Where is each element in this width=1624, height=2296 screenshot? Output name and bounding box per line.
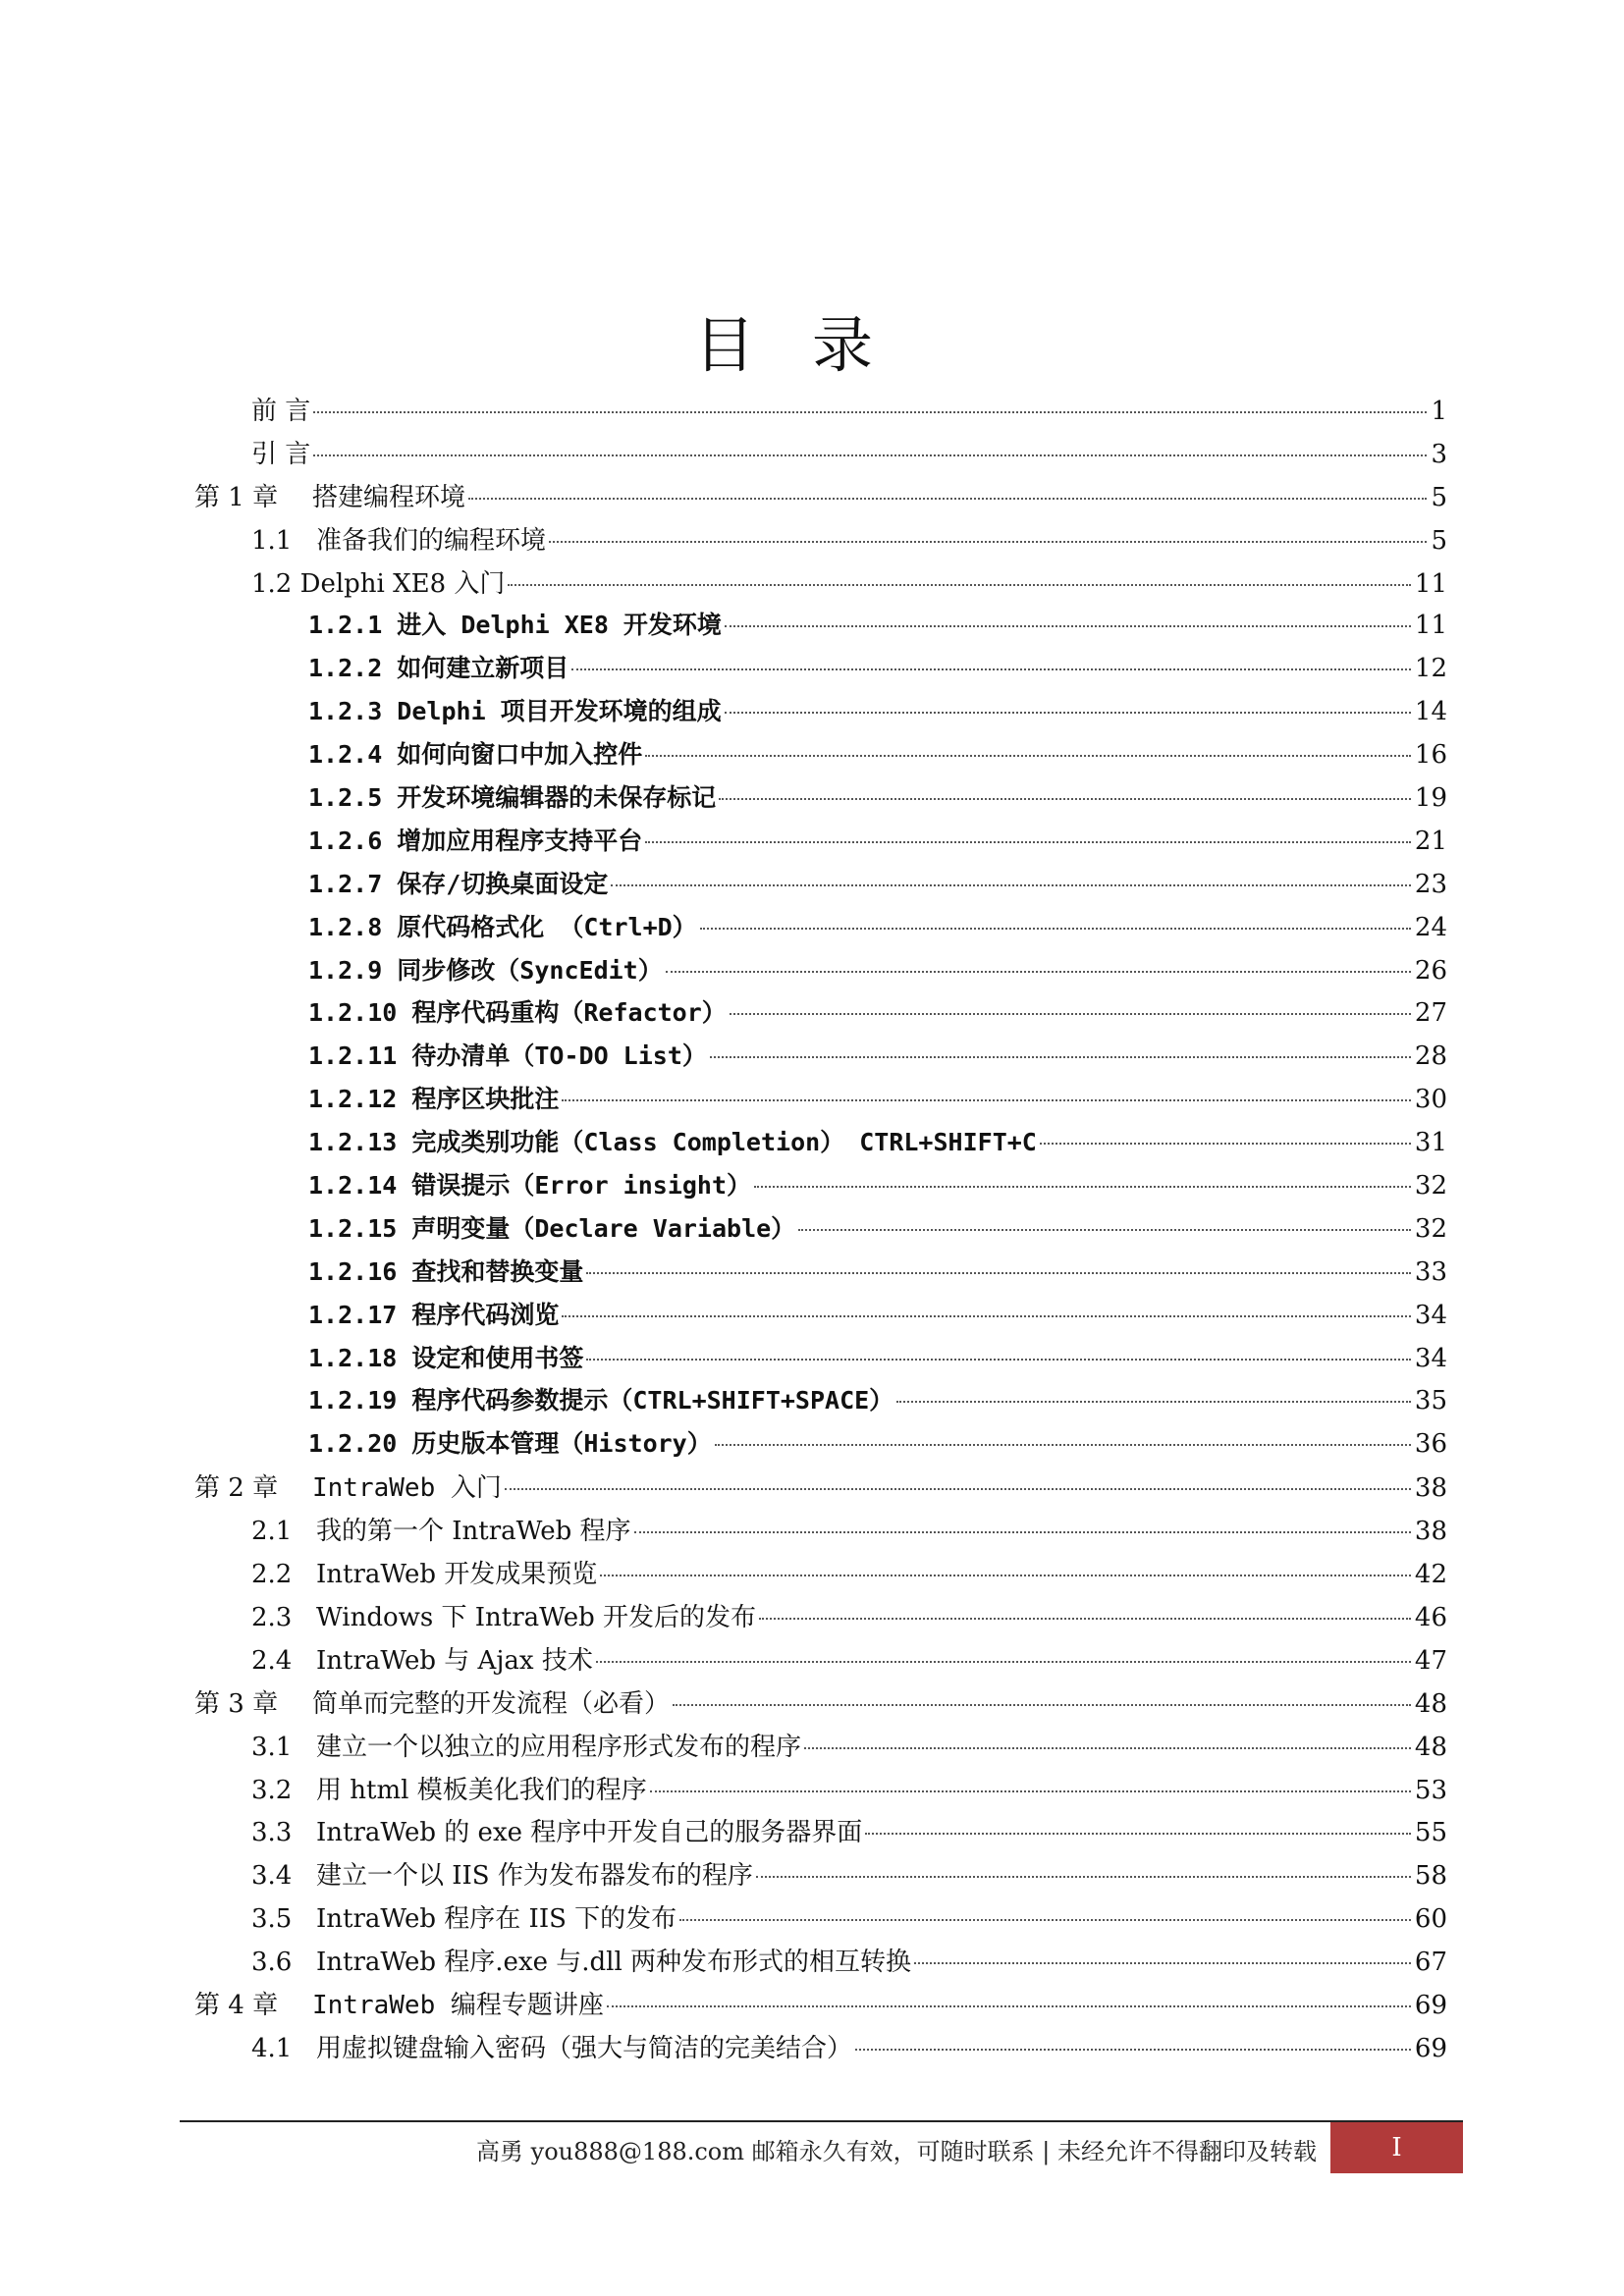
toc-entry[interactable] [194,1812,1447,1855]
toc-entry-label [308,606,722,641]
toc-entry[interactable] [194,434,1447,477]
toc-entry-page: 5 [1431,525,1447,556]
toc-entry-page: 69 [1414,1990,1447,2020]
toc-entry-label [251,1727,801,1763]
toc-entry-label [251,563,505,600]
toc-entry[interactable] [194,1209,1447,1253]
toc-entry[interactable] [194,391,1447,434]
toc-entry-page: 26 [1414,955,1447,986]
toc-entry-label [308,1339,583,1374]
footer-page-number: I [1330,2122,1463,2173]
toc-entry-number: 3.6 [251,1948,293,1978]
toc-entry-label [308,1381,893,1416]
toc-entry-number: 第 4 章 [194,1990,279,2020]
toc-entry-page: 1 [1431,397,1447,426]
dot-leader [666,971,1411,973]
dot-leader [710,1056,1411,1058]
toc-entry-label [308,865,608,900]
toc-entry-label [308,1123,1037,1158]
toc-entry-number: 3.3 [251,1818,293,1848]
toc-entry-label [251,1511,631,1547]
toc-entry-number: 3.2 [251,1775,293,1805]
toc-entry-title: 建立一个以独立的应用程序形式发布的程序 [316,1732,802,1762]
toc-entry-title: IntraWeb 与 Ajax 技术 [316,1645,593,1676]
toc-entry-title: 1.2.17 程序代码浏览 [308,1300,560,1329]
toc-entry-title: IntraWeb 编程专题讲座 [312,1990,604,2020]
toc-entry-page: 42 [1414,1560,1447,1590]
toc-entry-number: 第 2 章 [194,1473,279,1504]
toc-entry-page: 47 [1414,1645,1447,1676]
toc-entry-title: 引 言 [251,439,311,469]
toc-entry[interactable] [194,1123,1447,1166]
toc-entry-title: IntraWeb 程序.exe 与.dll 两种发布形式的相互转换 [316,1948,912,1978]
toc-entry-page: 34 [1414,1343,1447,1373]
toc-entry-label [308,1166,751,1201]
dot-leader [914,1962,1411,1964]
toc-entry[interactable] [194,1424,1447,1468]
toc-entry-number: 第 1 章 [194,482,279,512]
toc-entry-number: 1.1 [251,525,293,556]
toc-entry[interactable] [194,1381,1447,1424]
toc-entry-label [308,1080,559,1115]
toc-entry-label [308,993,727,1029]
dot-leader [650,1790,1411,1792]
toc-entry-label [308,1296,559,1331]
dot-leader [896,1401,1411,1403]
toc-entry-number: 3.5 [251,1904,293,1935]
toc-entry-page: 48 [1414,1732,1447,1762]
dot-leader [804,1747,1411,1749]
toc-entry-page: 11 [1414,568,1447,599]
toc-entry-number: 3.4 [251,1861,293,1892]
toc-entry[interactable] [194,1296,1447,1339]
toc-entry-number: 2.2 [251,1560,293,1590]
toc-entry-title: 建立一个以 IIS 作为发布器发布的程序 [316,1861,753,1892]
toc-entry[interactable] [194,520,1447,563]
toc-entry-label [308,1424,712,1460]
dot-leader [586,1359,1411,1361]
dot-leader [562,1099,1411,1101]
toc-entry-page: 53 [1414,1775,1447,1805]
dot-leader [468,498,1427,500]
dot-leader [673,1704,1411,1706]
dot-leader [730,1013,1411,1015]
toc-entry-title: 1.2.19 程序代码参数提示（CTRL+SHIFT+SPACE） [308,1386,894,1415]
toc-entry-title: IntraWeb 入门 [312,1473,502,1504]
toc-entry-number: 2.3 [251,1602,293,1632]
toc-entry-number: 3.1 [251,1732,293,1762]
toc-entry-label [251,1942,911,1978]
toc-entry-label [251,1812,862,1848]
toc-entry-title: 用虚拟键盘输入密码（强大与简洁的完美结合） [316,2033,853,2063]
toc-entry-page: 48 [1414,1688,1447,1719]
toc-entry-label [308,1209,795,1245]
toc-entry[interactable] [194,1468,1447,1511]
dot-leader [586,1272,1411,1274]
toc-entry-title: 1.2 Delphi XE8 入门 [251,568,506,599]
toc-entry-title: 1.2.4 如何向窗口中加入控件 [308,740,643,770]
toc-entry-label [251,520,546,557]
footer-divider [180,2120,1463,2122]
toc-entry-page: 19 [1414,783,1447,814]
toc-entry-label [308,1253,583,1288]
toc-entry-page: 38 [1414,1473,1447,1504]
toc-entry-label [308,822,642,857]
toc-entry-title: 1.2.20 历史版本管理（History） [308,1429,712,1459]
dot-leader [759,1618,1411,1620]
toc-entry-page: 32 [1414,1213,1447,1244]
dot-leader [645,841,1411,843]
dot-leader [798,1229,1411,1231]
toc-entry[interactable] [194,865,1447,908]
toc-entry-label [251,1640,593,1677]
toc-entry-label [251,1770,647,1806]
toc-entry[interactable] [194,1683,1447,1727]
toc-entry-page: 28 [1414,1041,1447,1072]
toc-entry-page: 36 [1414,1429,1447,1460]
dot-leader [1040,1143,1411,1145]
toc-entry-label [251,1898,677,1935]
toc-entry-label [308,778,716,814]
toc-entry-label [308,1037,707,1072]
toc-entry-page: 30 [1414,1085,1447,1115]
toc-entry-page: 11 [1414,611,1447,641]
toc-entry-title: 1.2.2 如何建立新项目 [308,654,569,683]
toc-entry[interactable] [194,1339,1447,1382]
dot-leader [679,1919,1411,1921]
toc-entry-page: 34 [1414,1300,1447,1330]
toc-entry-title: 1.2.13 完成类别功能（Class Completion） CTRL+SHIFT+C [308,1128,1037,1157]
toc-entry-title: IntraWeb 开发成果预览 [316,1560,598,1590]
toc-entry-number: 2.4 [251,1645,293,1676]
toc-entry-title: 1.2.5 开发环境编辑器的未保存标记 [308,783,717,813]
toc-entry[interactable] [194,1855,1447,1898]
dot-leader [571,668,1411,670]
toc-entry-title: 1.2.3 Delphi 项目开发环境的组成 [308,697,722,726]
toc-entry-number: 第 3 章 [194,1688,279,1719]
toc-entry[interactable] [194,822,1447,865]
toc-entry[interactable] [194,778,1447,822]
toc-entry-page: 14 [1414,697,1447,727]
toc-entry-label [308,692,722,727]
toc-entry-label [251,391,310,427]
toc-entry-label [194,1985,604,2021]
toc-entry[interactable] [194,1898,1447,1942]
toc-entry-page: 35 [1414,1386,1447,1416]
toc-entry-label [251,1554,597,1590]
toc-entry[interactable] [194,1597,1447,1640]
toc-entry-label [194,477,465,513]
toc-entry-title: 1.2.12 程序区块批注 [308,1085,560,1114]
toc-entry[interactable] [194,1727,1447,1770]
toc-entry[interactable] [194,735,1447,778]
toc-entry-title: 1.2.14 错误提示（Error insight） [308,1171,752,1201]
page-title: 目录 [693,308,930,381]
toc-entry-title: IntraWeb 程序在 IIS 下的发布 [316,1904,677,1935]
toc-entry-page: 32 [1414,1171,1447,1201]
toc-entry-page: 33 [1414,1256,1447,1287]
toc-entry-page: 60 [1414,1904,1447,1935]
toc-entry-title: 搭建编程环境 [312,482,466,512]
toc-entry-page: 67 [1414,1948,1447,1978]
toc-entry-title: Windows 下 IntraWeb 开发后的发布 [316,1602,757,1632]
dot-leader [725,625,1411,627]
toc-entry[interactable] [194,1037,1447,1080]
toc-entry-title: 1.2.11 待办清单（TO-DO List） [308,1041,707,1071]
toc-entry[interactable] [194,908,1447,951]
toc-entry[interactable] [194,2028,1447,2071]
dot-leader [607,2005,1411,2007]
dot-leader [645,755,1411,757]
toc-entry-label [194,1468,502,1504]
toc-entry-page: 12 [1414,654,1447,684]
toc-entry[interactable] [194,477,1447,520]
toc-entry-label [308,649,568,684]
dot-leader [715,1444,1411,1446]
toc-entry-title: 1.2.6 增加应用程序支持平台 [308,826,643,855]
toc-entry-label [251,434,310,470]
toc-entry-title: 1.2.1 进入 Delphi XE8 开发环境 [308,611,722,640]
toc-entry-title: 准备我们的编程环境 [316,525,547,556]
toc-entry[interactable] [194,606,1447,649]
toc-entry-page: 3 [1431,439,1447,469]
dot-leader [700,928,1411,930]
toc-entry-number: 2.1 [251,1517,293,1547]
toc-entry-label [308,735,642,771]
toc-entry[interactable] [194,563,1447,607]
dot-leader [313,411,1427,413]
toc-entry[interactable] [194,951,1447,994]
dot-leader [600,1575,1411,1576]
toc-entry-label [251,2028,852,2064]
toc-entry[interactable] [194,1554,1447,1597]
dot-leader [634,1531,1411,1533]
toc-entry[interactable] [194,692,1447,735]
footer-note: 高勇 you888@188.com 邮箱永久有效，可随时联系 | 未经允许不得翻印及转载 [476,2138,1317,2165]
dot-leader [313,454,1427,456]
toc-entry-page: 55 [1414,1818,1447,1848]
toc-entry-title: 简单而完整的开发流程（必看） [312,1688,671,1719]
toc-entry-title: 1.2.15 声明变量（Declare Variable） [308,1213,796,1243]
toc-entry-title: 1.2.9 同步修改（SyncEdit） [308,955,663,985]
toc-entry-title: 前 言 [251,397,311,426]
dot-leader [549,541,1427,543]
toc-entry[interactable] [194,1770,1447,1813]
toc-entry-title: 1.2.16 查找和替换变量 [308,1256,584,1286]
toc-entry[interactable] [194,1080,1447,1123]
toc-entry-page: 23 [1414,869,1447,899]
dot-leader [505,1488,1411,1490]
toc-entry-page: 24 [1414,912,1447,942]
toc-entry[interactable] [194,1166,1447,1209]
toc-entry-page: 69 [1414,2033,1447,2063]
toc-entry[interactable] [194,1942,1447,1985]
toc-entry-page: 38 [1414,1517,1447,1547]
toc-entry[interactable] [194,1985,1447,2028]
dot-leader [756,1876,1411,1878]
dot-leader [865,1833,1411,1835]
toc-entry-number: 4.1 [251,2033,293,2063]
dot-leader [562,1315,1411,1317]
toc-entry-label [308,908,697,943]
dot-leader [508,584,1410,586]
dot-leader [855,2049,1411,2051]
toc-entry-page: 31 [1414,1128,1447,1158]
dot-leader [611,884,1411,886]
dot-leader [725,712,1411,714]
toc-entry-title: 1.2.8 原代码格式化 （Ctrl+D） [308,912,697,941]
toc-entry-page: 5 [1431,482,1447,512]
toc-entry-title: 1.2.10 程序代码重构（Refactor） [308,998,727,1028]
table-of-contents [194,391,1447,2071]
toc-entry-label [308,951,663,987]
toc-entry[interactable] [194,649,1447,692]
toc-entry-title: IntraWeb 的 exe 程序中开发自己的服务器界面 [316,1818,863,1848]
toc-entry-page: 58 [1414,1861,1447,1892]
toc-entry-label [194,1683,670,1720]
toc-entry-title: 用 html 模板美化我们的程序 [316,1775,647,1805]
toc-entry-label [251,1855,753,1892]
toc-entry[interactable] [194,993,1447,1037]
toc-entry[interactable] [194,1640,1447,1683]
toc-entry-title: 我的第一个 IntraWeb 程序 [316,1517,631,1547]
toc-entry-page: 46 [1414,1602,1447,1632]
toc-entry-page: 27 [1414,998,1447,1029]
toc-entry-title: 1.2.18 设定和使用书签 [308,1343,584,1372]
toc-entry-page: 16 [1414,740,1447,771]
toc-entry-title: 1.2.7 保存/切换桌面设定 [308,869,609,898]
toc-entry-label [251,1597,756,1633]
toc-entry-page: 21 [1414,826,1447,856]
dot-leader [719,798,1411,800]
dot-leader [754,1186,1411,1188]
toc-entry[interactable] [194,1253,1447,1296]
toc-entry[interactable] [194,1511,1447,1554]
dot-leader [596,1661,1411,1663]
